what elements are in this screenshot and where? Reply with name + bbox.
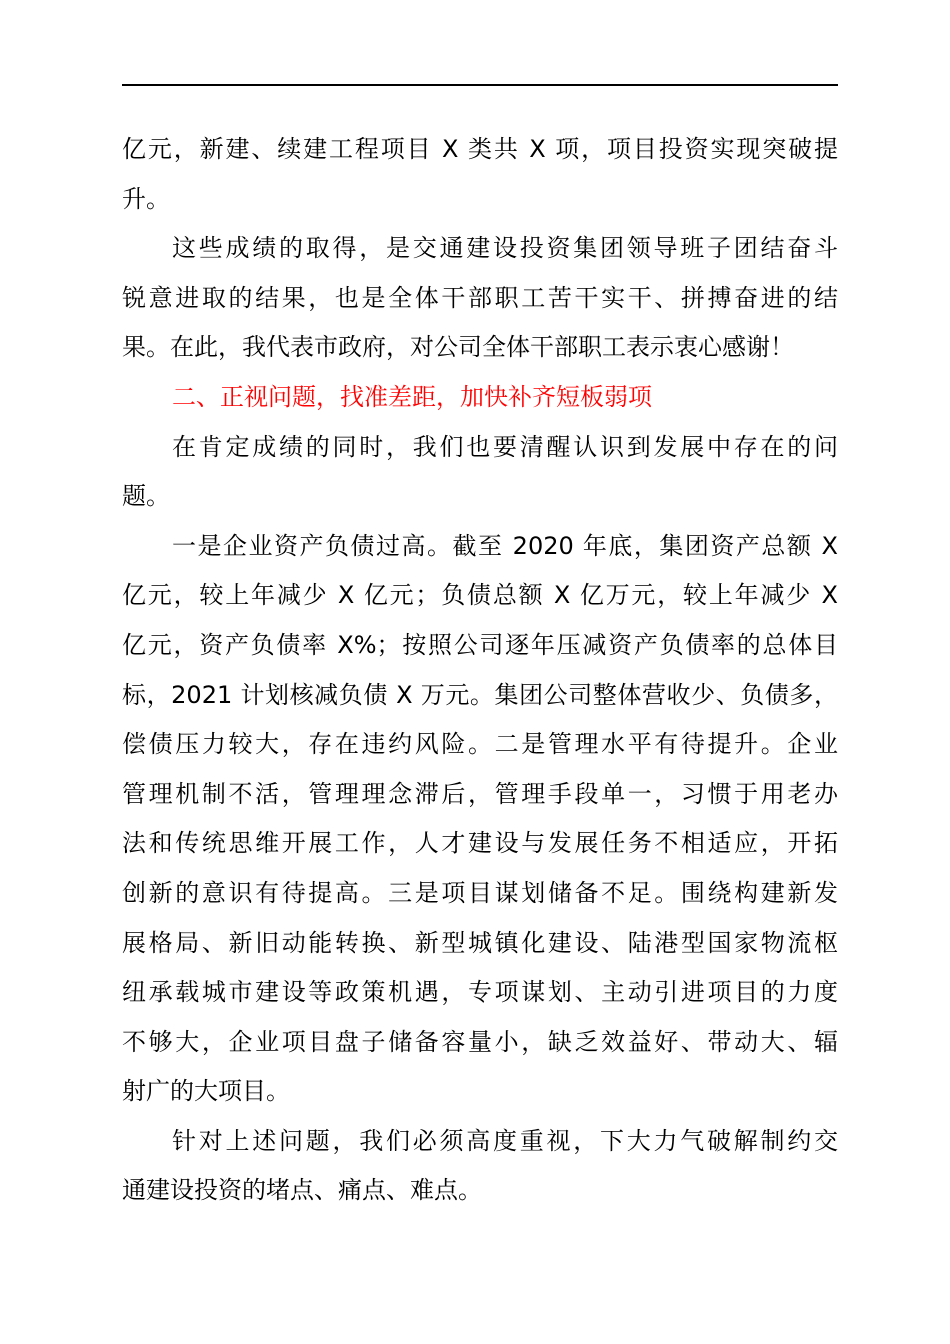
text-line: 创新的意识有待提高。三是项目谋划储备不足。围绕构建新发 (122, 878, 838, 907)
text-line: 亿元，较上年减少 X 亿元；负债总额 X 亿万元，较上年减少 X (122, 581, 838, 610)
text-line: 果。在此，我代表市政府，对公司全体干部职工表示衷心感谢！ (122, 333, 794, 362)
text-line: 一是企业资产负债过高。截至 2020 年底，集团资产总额 X (172, 531, 838, 560)
text-line: 展格局、新旧动能转换、新型城镇化建设、陆港型国家物流枢 (122, 928, 838, 957)
text-line: 通建设投资的堵点、痛点、难点。 (122, 1176, 482, 1205)
text-line: 在肯定成绩的同时，我们也要清醒认识到发展中存在的问 (172, 432, 838, 461)
text-line: 升。 (122, 184, 170, 213)
text-line: 纽承载城市建设等政策机遇，专项谋划、主动引进项目的力度 (122, 978, 838, 1007)
text-line: 亿元，资产负债率 X%；按照公司逐年压减资产负债率的总体目 (122, 630, 838, 659)
text-line: 标，2021 计划核减负债 X 万元。集团公司整体营收少、负债多， (122, 680, 838, 709)
text-line: 法和传统思维开展工作，人才建设与发展任务不相适应，开拓 (122, 829, 838, 858)
text-line: 锐意进取的结果，也是全体干部职工苦干实干、拼搏奋进的结 (122, 283, 838, 312)
text-line: 这些成绩的取得，是交通建设投资集团领导班子团结奋斗 (172, 234, 838, 263)
text-line: 针对上述问题，我们必须高度重视，下大力气破解制约交 (172, 1126, 838, 1155)
text-line: 射广的大项目。 (122, 1077, 290, 1106)
text-line: 亿元，新建、续建工程项目 X 类共 X 项，项目投资实现突破提 (122, 135, 838, 163)
header-rule (122, 84, 838, 86)
text-line: 管理机制不活，管理理念滞后，管理手段单一，习惯于用老办 (122, 779, 838, 808)
text-line: 不够大，企业项目盘子储备容量小，缺乏效益好、带动大、辐 (122, 1027, 838, 1056)
text-line: 偿债压力较大，存在违约风险。二是管理水平有待提升。企业 (122, 730, 838, 759)
text-line: 题。 (122, 482, 170, 511)
document-body (122, 125, 838, 1216)
section-heading: 二、正视问题，找准差距，加快补齐短板弱项 (172, 382, 652, 411)
